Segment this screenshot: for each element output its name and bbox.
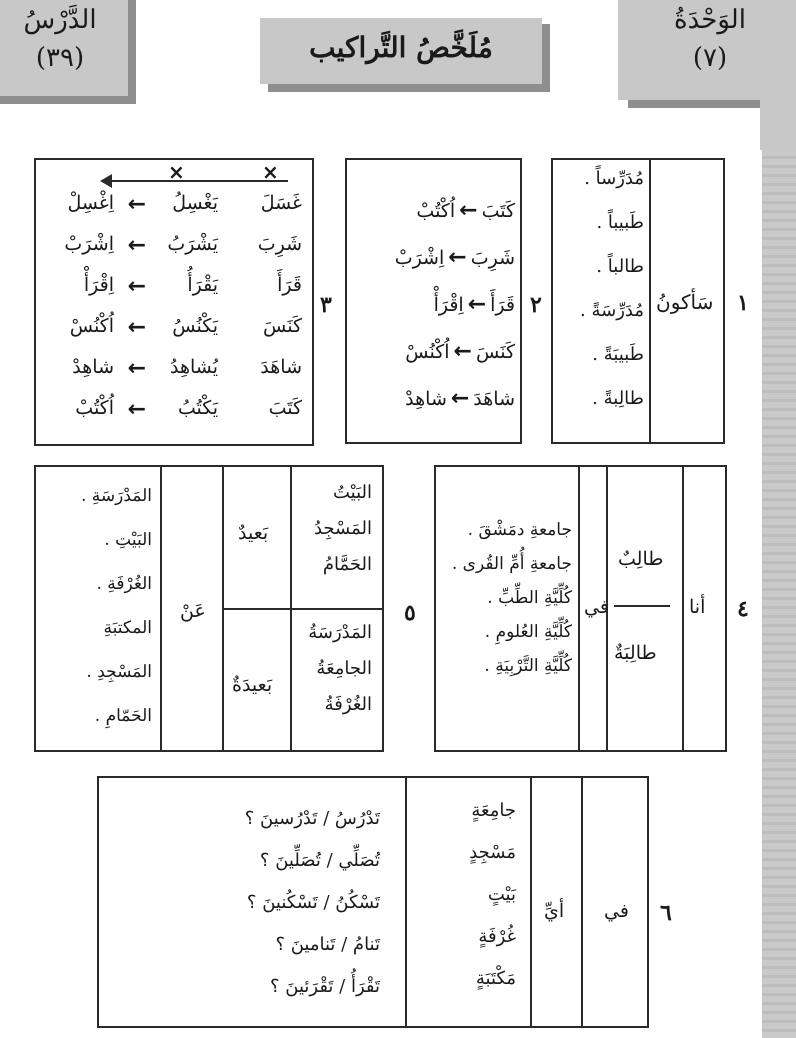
section-5-masc-nouns xyxy=(292,482,372,590)
section-5-fem-adj: بَعيدَةٌ xyxy=(232,674,273,696)
section-1-subject: سَأكونُ xyxy=(656,290,714,314)
section-6-place: بَيْتٍ xyxy=(487,884,516,905)
section-3-row xyxy=(40,233,306,274)
section-4-number: ٤ xyxy=(737,596,749,622)
section-3-present: يَكْتُبُ xyxy=(177,397,218,419)
section-6-verbs xyxy=(130,808,380,1018)
section-3-past: شاهَدَ xyxy=(260,356,302,378)
section-6-verb: تَقْرَأُ / تَقْرَئينَ ؟ xyxy=(269,976,380,997)
section-1-item: طَبيباً . xyxy=(596,212,644,233)
section-2-imperative: اُكْنُسْ xyxy=(405,341,450,363)
section-1-item: طَبيبَةً . xyxy=(592,344,644,365)
section-6-verb: تَدْرُسُ / تَدْرُسينَ ؟ xyxy=(244,808,380,829)
arrow-icon: ← xyxy=(448,245,467,270)
section-4-places xyxy=(440,520,572,690)
section-1-item: مُدَرِّساً . xyxy=(584,168,644,189)
arrow-icon: ← xyxy=(127,233,146,258)
arrow-icon: ← xyxy=(127,356,146,381)
section-3-imperative: شاهِدْ xyxy=(72,356,114,378)
section-6-number: ٦ xyxy=(660,900,672,926)
section-3-number: ٣ xyxy=(320,292,332,318)
section-5-masc-adj: بَعيدٌ xyxy=(238,522,269,544)
section-3-imperative: اِقْرَأْ xyxy=(83,274,114,296)
section-2-row xyxy=(355,198,515,245)
arrow-icon: ← xyxy=(467,292,487,317)
section-5-place: المَسْجِدِ . xyxy=(86,662,152,682)
section-5-preposition: عَنْ xyxy=(180,600,206,622)
section-3-present: يَغْسِلُ xyxy=(172,192,218,214)
section-5-place: الغُرْفَةِ . xyxy=(96,574,152,594)
section-3-imperative: اِشْرَبْ xyxy=(64,233,114,255)
section-5-fem-noun: المَدْرَسَةُ xyxy=(308,622,372,643)
section-2-row xyxy=(355,245,515,292)
section-2-row xyxy=(355,386,515,433)
section-5-masc-noun: البَيْتُ xyxy=(332,482,372,503)
lesson-number: (٣٩) xyxy=(35,43,85,73)
section-3-present: يَكْنُسُ xyxy=(172,315,218,337)
section-6-preposition: في xyxy=(604,900,629,922)
section-6-verb: تَنامُ / تَنامينَ ؟ xyxy=(275,934,380,955)
section-1-list xyxy=(556,168,644,432)
arrow-icon: ← xyxy=(127,397,146,422)
section-3-row xyxy=(40,397,306,438)
section-2-past: قَرَأَ xyxy=(490,294,515,316)
section-4-fem: طالِبَةٌ xyxy=(614,642,657,664)
section-3-imperative: اِغْسِلْ xyxy=(67,192,114,214)
arrow-icon: ← xyxy=(127,315,146,340)
section-3-past: غَسَلَ xyxy=(260,192,302,214)
section-2-imperative: اِقْرَأْ xyxy=(433,294,464,316)
section-6-place: مَكْتَبَةٍ xyxy=(475,968,516,989)
page-title: مُلَخَّصُ التَّراكيب xyxy=(309,31,493,64)
section-2-imperative: شاهِدْ xyxy=(405,388,447,410)
section-5-number: ٥ xyxy=(404,600,416,626)
section-2-past: كَنَسَ xyxy=(475,341,515,363)
arrow-icon: ← xyxy=(127,192,146,217)
section-5-fem-nouns xyxy=(292,622,372,730)
section-2-row xyxy=(355,292,515,339)
section-5-place: الحَمّامِ . xyxy=(94,706,152,726)
page-side-strip xyxy=(762,150,796,1038)
section-3-row xyxy=(40,315,306,356)
section-5-fem-noun: الجامِعَةُ xyxy=(316,658,372,679)
section-4-masc: طالِبٌ xyxy=(618,548,664,570)
section-2-rows xyxy=(355,198,515,433)
section-6-verb: تَسْكُنُ / تَسْكُنينَ ؟ xyxy=(246,892,380,913)
section-2-imperative: اِشْرَبْ xyxy=(394,247,445,269)
section-5-place: البَيْتِ . xyxy=(104,530,152,550)
section-5-place: المكتبَةِ xyxy=(103,618,152,638)
section-1-item: طالباً . xyxy=(596,256,644,277)
section-6-verb: تُصَلِّي / تُصَلِّينَ ؟ xyxy=(259,850,380,871)
section-4-place: جامعةِ أُمِّ القُرى . xyxy=(451,554,572,574)
section-3-past: شَرِبَ xyxy=(257,233,302,255)
unit-label: الوَحْدَةُ xyxy=(674,5,746,35)
section-4-place: كُلِّيَّةِ الطِّبِّ . xyxy=(487,588,572,608)
section-4-preposition: في xyxy=(584,596,609,618)
section-6-place: مَسْجِدٍ xyxy=(469,842,516,863)
section-3-arrow-head xyxy=(100,174,112,188)
section-5-masc-noun: المَسْجِدُ xyxy=(313,518,372,539)
section-3-past: كَتَبَ xyxy=(268,397,302,419)
section-1-number: ١ xyxy=(737,290,749,316)
section-5-fem-noun: الغُرْفَةُ xyxy=(324,694,372,715)
arrow-icon: ← xyxy=(459,198,478,223)
section-2-past: شَرِبَ xyxy=(470,247,515,269)
section-2-row xyxy=(355,339,515,386)
section-3-imperative: اُكْتُبْ xyxy=(75,397,114,419)
section-3-present: يَشْرَبُ xyxy=(167,233,218,255)
section-3-past: كَنَسَ xyxy=(262,315,302,337)
section-3-present: يَقْرَأُ xyxy=(187,274,218,296)
section-3-row xyxy=(40,356,306,397)
section-4-place: كُلِّيَّةِ التَّرْبِيَةِ . xyxy=(484,656,572,676)
section-6-place: غُرْفَةٍ xyxy=(478,926,516,947)
section-6-place: جامِعَةٍ xyxy=(471,800,516,821)
cross-icon: × xyxy=(168,160,185,184)
cross-icon: × xyxy=(262,160,279,184)
lesson-label: الدَّرْسُ xyxy=(23,5,97,35)
section-2-past: كَتَبَ xyxy=(481,200,515,222)
section-2-imperative: اُكْتُبْ xyxy=(416,200,456,222)
arrow-icon: ← xyxy=(127,274,146,299)
section-2-past: شاهَدَ xyxy=(473,388,515,410)
section-3-past: قَرَأَ xyxy=(277,274,302,296)
section-4-pronoun: أنا xyxy=(689,596,706,618)
section-3-arrow-line xyxy=(108,180,288,182)
section-3-present: يُشاهِدُ xyxy=(169,356,218,378)
section-5-masc-noun: الحَمَّامُ xyxy=(322,554,372,575)
section-5-place: المَدْرَسَةِ . xyxy=(80,486,152,506)
unit-number: (٧) xyxy=(692,43,728,73)
section-6-places xyxy=(420,800,516,1010)
unit-tab-step xyxy=(760,100,796,150)
section-3-row xyxy=(40,192,306,233)
section-4-divider xyxy=(614,605,670,607)
arrow-icon: ← xyxy=(453,339,472,364)
section-3-rows xyxy=(40,192,306,438)
section-1-item: طالِبةً . xyxy=(592,388,644,409)
section-4-place: جامعةِ دمَشْقَ . xyxy=(467,520,572,540)
section-1-item: مُدَرِّسَةً . xyxy=(580,300,644,321)
section-3-row xyxy=(40,274,306,315)
arrow-icon: ← xyxy=(450,386,470,411)
section-3-imperative: اُكْنُسْ xyxy=(69,315,114,337)
section-2-number: ٢ xyxy=(530,292,542,318)
section-6-question-word: أيِّ xyxy=(544,900,565,922)
section-5-places xyxy=(40,486,152,750)
section-4-place: كُلِّيَّةِ العُلومِ . xyxy=(484,622,572,642)
